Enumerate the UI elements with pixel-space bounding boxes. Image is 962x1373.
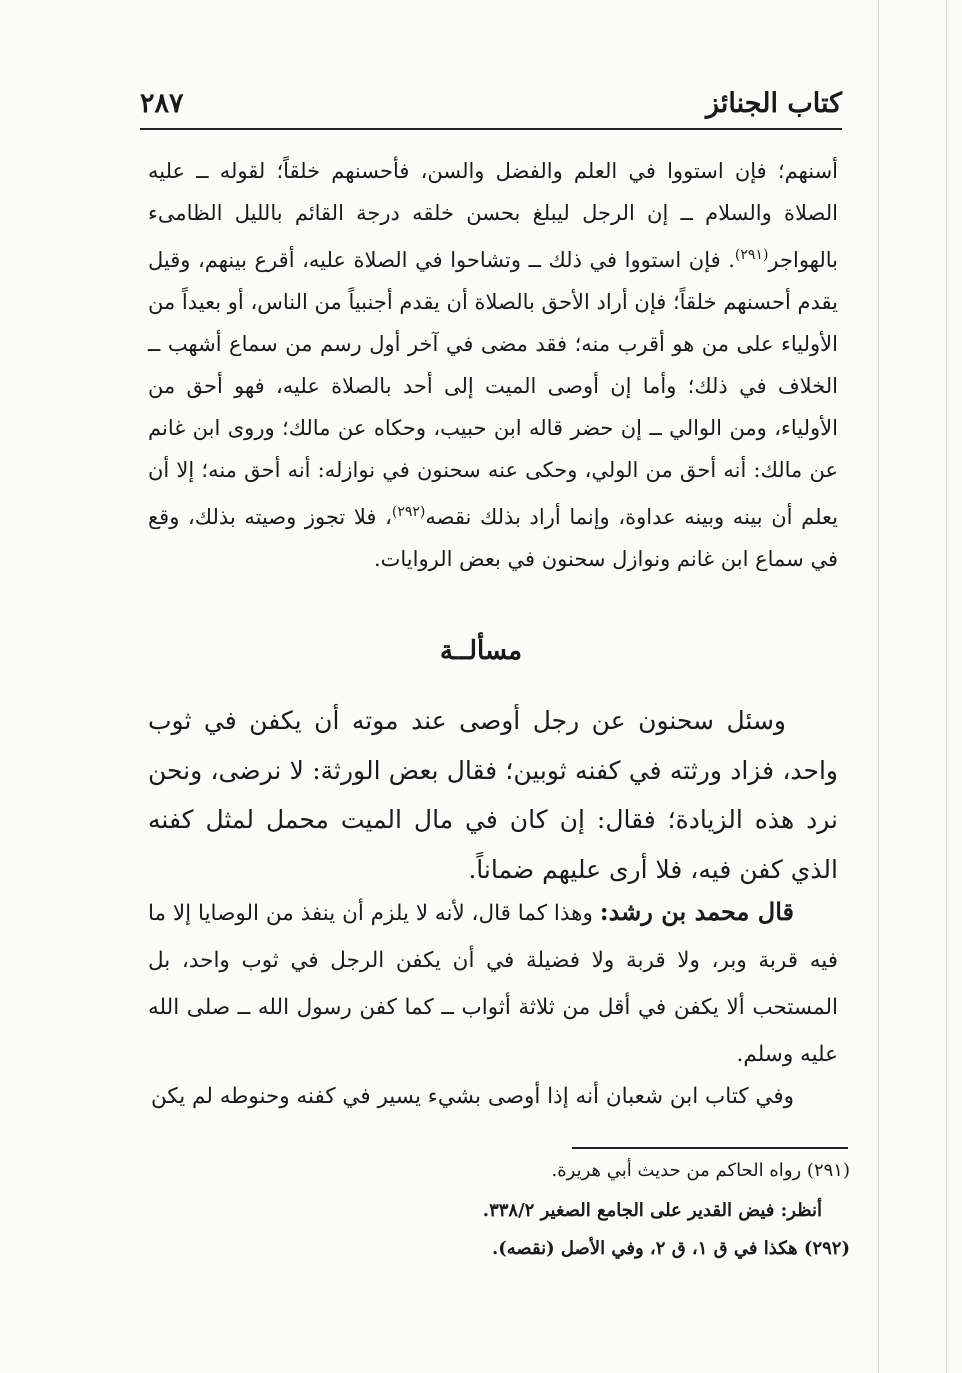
footnote-291-reference: أنظر: فيض القدير على الجامع الصغير ٣٣٨/٢. bbox=[482, 1200, 822, 1221]
paragraph-text: أسنهم؛ فإن استووا في العلم والفضل والسن، فأحسنهم خلقاً؛ لقوله ــ عليه الصلاة والسلام ــ إن الرجل ليبلغ بحسن خلقه درجة القائم بالليل الظامىء بالهواجر bbox=[148, 159, 838, 272]
footnote-292: (٢٩٢) هكذا في ق ١، ق ٢، وفي الأصل (نقصه). bbox=[491, 1238, 850, 1259]
paragraph-text: ، فلا تجوز وصيته بذلك، وقع في سماع ابن غانم ونوازل سحنون في بعض الروايات. bbox=[148, 505, 838, 571]
continuation-paragraph: وفي كتاب ابن شعبان أنه إذا أوصى بشيء يسير في كفنه وحنوطه لم يكن bbox=[150, 1084, 794, 1109]
footnote-291: (٢٩١) رواه الحاكم من حديث أبي هريرة. bbox=[551, 1160, 850, 1181]
page-edge-line bbox=[946, 0, 947, 1373]
commentary-text: وهذا كما قال، لأنه لا يلزم أن ينفذ من الوصايا إلا ما فيه قربة وبر، ولا قربة ولا فضيلة في أن يكفن الرجل في ثوب واحد، بل المستحب ألا يكفن في أقل من ثلاثة أثواب ــ كما كفن رسول الله ــ صلى الله عليه وسلم. bbox=[148, 901, 838, 1067]
question-paragraph: وسئل سحنون عن رجل أوصى عند موته أن يكفن في ثوب واحد، فزاد ورثته في كفنه ثوبين؛ فقال بعض الورثة: لا نرضى، ونحن نرد هذه الزيادة؛ فقال: إن كان في مال الميت محمل لمثل كفنه الذي كفن فيه، فلا أرى عليهم ضماناً. bbox=[148, 706, 838, 884]
commentary-paragraph bbox=[148, 888, 838, 1078]
footnote-ref-292: (٢٩٢) bbox=[391, 504, 426, 520]
running-title: كتاب الجنائز bbox=[706, 88, 842, 119]
footnote-divider bbox=[572, 1147, 848, 1149]
commentary-speaker: قال محمد بن رشد: bbox=[599, 897, 794, 926]
paragraph-text: . فإن استووا في ذلك ــ وتشاحوا في الصلاة عليه، أقرع بينهم، وقيل يقدم أحسنهم خلقاً؛ فإن أراد الأحق بالصلاة أن يقدم أجنبياً من الناس، أو بعيداً من الأولياء على من هو أقرب منه؛ فقد مضى في آخر أول رسم من سماع أشهب ــ الخلاف في ذلك؛ وأما إن أوصى الميت إلى أحد بالصلاة عليه، فهو أحق من الأولياء، ومن الوالي ــ إن حضر قاله ابن حبيب، وحكاه عن مالك؛ وروى ابن غانم عن مالك: أنه أحق من الولي، وحكى عنه سحنون في نوازله: أنه أحق منه؛ إلا أن يعلم أن بينه وبينه عداوة، وإنما أراد بذلك نقصه bbox=[148, 248, 838, 529]
footnote-ref-291: (٢٩١) bbox=[734, 247, 769, 263]
page-edge-line bbox=[878, 0, 879, 1373]
section-heading: مسألــة bbox=[439, 636, 523, 666]
page-number: ٢٨٧ bbox=[140, 88, 184, 119]
page-header bbox=[140, 82, 842, 130]
body-paragraph bbox=[148, 150, 838, 580]
